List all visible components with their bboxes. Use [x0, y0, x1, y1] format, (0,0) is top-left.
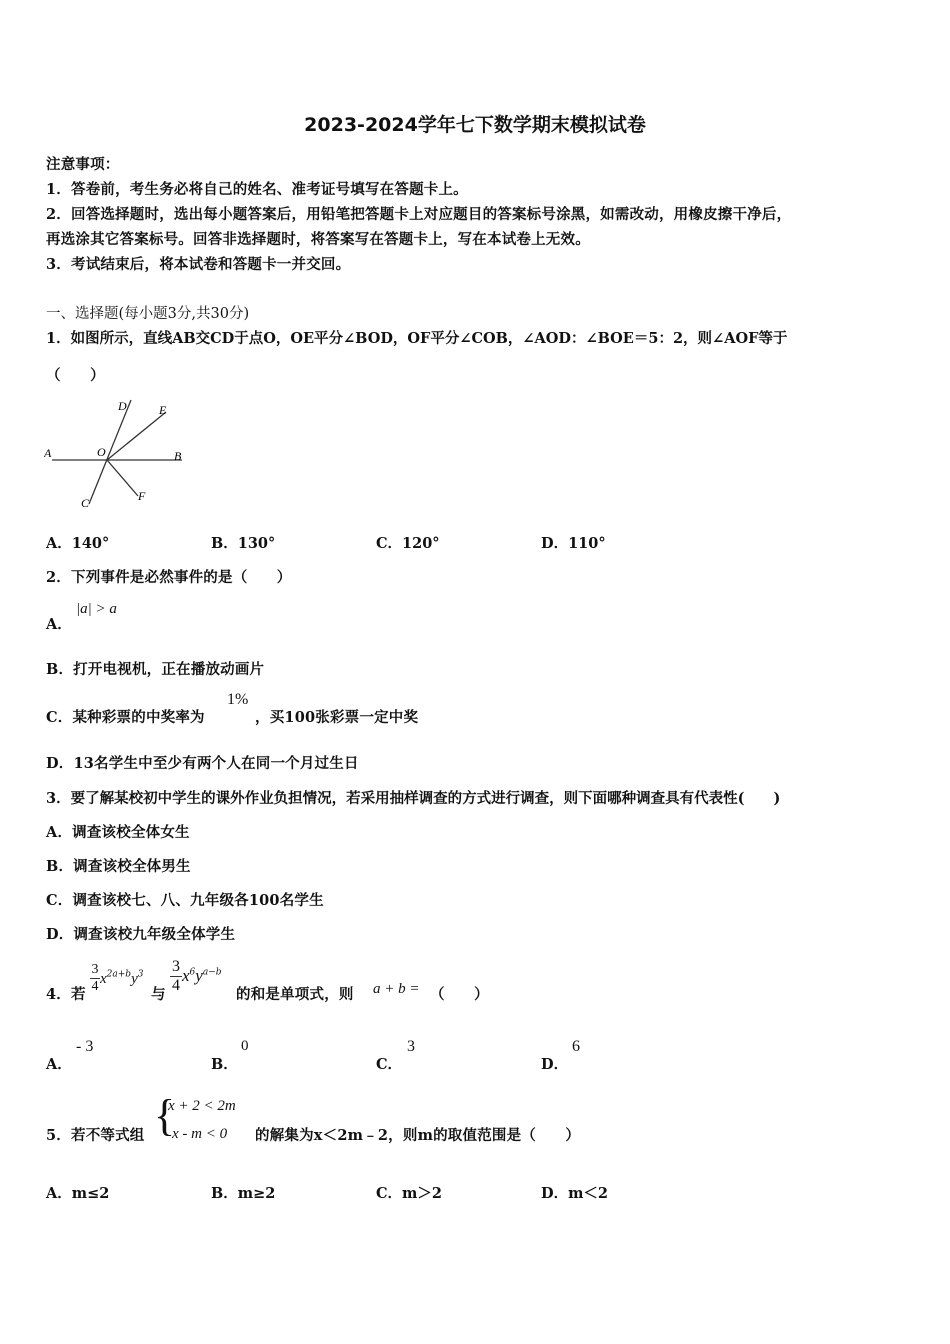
label-b: B — [174, 449, 182, 463]
q4-option-d-label: D． — [541, 1056, 569, 1073]
q4-option-b-label: B． — [211, 1056, 238, 1073]
q5-brace: { — [154, 1091, 176, 1140]
fraction-numerator: 3 — [91, 962, 99, 977]
q4-term1-y-exponent: 3 — [137, 969, 144, 980]
q5-option-b: B．m≥2 — [211, 1185, 276, 1202]
q2-option-d: D．13名学生中至少有两个人在同一个月过生日 — [46, 755, 359, 772]
fraction-denominator: 4 — [91, 979, 99, 994]
notice-heading: 注意事项： — [46, 156, 120, 173]
q3-option-a: A．调查该校全体女生 — [46, 824, 190, 841]
ray-of — [107, 460, 138, 496]
q2-option-c-post: ，买100张彩票一定中奖 — [255, 709, 419, 726]
q4-option-a-label: A． — [46, 1056, 72, 1073]
q2-option-c-pre: C．某种彩票的中奖率为 — [46, 709, 205, 726]
q5-pre: 5．若不等式组 — [46, 1127, 145, 1144]
q4-term1 — [90, 962, 143, 995]
q4-expr: a + b = — [373, 981, 420, 997]
q4-paren: （ ） — [430, 986, 489, 1003]
q4-term1-x: x — [100, 971, 107, 987]
q1-figure — [44, 398, 189, 513]
q5-inequality-1: x + 2 < 2m — [168, 1098, 236, 1114]
q4-post: 的和是单项式，则 — [236, 986, 354, 1003]
q2-option-a-label: A． — [46, 616, 72, 633]
label-o: O — [97, 445, 106, 459]
section-heading: 一、选择题(每小题3分,共30分) — [46, 306, 250, 322]
label-a: A — [44, 446, 52, 460]
label-c: C — [81, 496, 90, 510]
q4-option-a-value: - 3 — [76, 1038, 94, 1055]
notice-item-1: 1．答卷前，考生务必将自己的姓名、准考证号填写在答题卡上。 — [46, 181, 468, 198]
q4-option-c-value: 3 — [407, 1038, 415, 1055]
q5-post: 的解集为x＜2m﹣2，则m的取值范围是（ ） — [255, 1127, 581, 1144]
q4-term2-x-exponent: 6 — [189, 967, 196, 978]
q4-term1-fraction — [90, 962, 100, 995]
page-title: 2023-2024学年七下数学期末模拟试卷 — [304, 114, 646, 136]
q1-option-a: A．140° — [46, 535, 110, 552]
q2-option-a-expr: |a| > a — [76, 601, 117, 617]
q1-option-c: C．120° — [376, 535, 440, 552]
notice-item-2-cont: 再选涂其它答案标号。回答非选择题时，将答案写在答题卡上，写在本试卷上无效。 — [46, 231, 590, 248]
q3-stem: 3．要了解某校初中学生的课外作业负担情况，若采用抽样调查的方式进行调查，则下面哪种调查具有代表性( ) — [46, 790, 781, 807]
q5-option-c: C．m＞2 — [376, 1185, 442, 1202]
q3-option-c: C．调查该校七、八、九年级各100名学生 — [46, 892, 324, 909]
q4-option-d-value: 6 — [572, 1038, 580, 1055]
q2-stem: 2．下列事件是必然事件的是（ ） — [46, 569, 292, 586]
q4-term2-fraction — [170, 958, 182, 995]
q4-option-b-value: 0 — [241, 1038, 249, 1054]
q4-term2 — [170, 958, 222, 995]
q1-paren: （ ） — [46, 367, 105, 384]
notice-item-2: 2．回答选择题时，选出每小题答案后，用铅笔把答题卡上对应题目的答案标号涂黑，如需改动，用橡皮擦干净后， — [46, 206, 792, 223]
q1-stem: 1．如图所示，直线AB交CD于点O，OE平分∠BOD，OF平分∠COB，∠AOD：∠BOE＝5：2，则∠AOF等于 — [46, 330, 788, 347]
q4-term1-x-exponent: 2a+b — [106, 969, 132, 980]
line-cd — [89, 400, 131, 504]
q2-option-b: B．打开电视机，正在播放动画片 — [46, 661, 265, 678]
label-f: F — [138, 489, 146, 503]
notice-item-3: 3．考试结束后，将本试卷和答题卡一并交回。 — [46, 256, 351, 273]
q3-option-b: B．调查该校全体男生 — [46, 858, 191, 875]
label-e: E — [159, 403, 167, 417]
q3-option-d: D．调查该校九年级全体学生 — [46, 926, 236, 943]
q1-option-d: D．110° — [541, 535, 606, 552]
fraction-denominator: 4 — [172, 977, 180, 994]
q5-inequality-2: x - m < 0 — [172, 1126, 228, 1142]
q5-option-d: D．m＜2 — [541, 1185, 609, 1202]
q4-option-c-label: C． — [376, 1056, 403, 1073]
q2-option-c-percent: 1% — [227, 691, 249, 708]
q4-mid: 与 — [151, 986, 166, 1003]
q4-pre: 4．若 — [46, 986, 86, 1003]
label-d: D — [118, 399, 127, 413]
q5-option-a: A．m≤2 — [46, 1185, 110, 1202]
q4-term2-x: x — [182, 966, 190, 985]
q4-term1-y: y — [131, 971, 138, 987]
q1-option-b: B．130° — [211, 535, 276, 552]
fraction-numerator: 3 — [172, 958, 180, 975]
q4-term2-y: y — [195, 966, 203, 985]
q4-term2-y-exponent: a−b — [202, 967, 222, 978]
